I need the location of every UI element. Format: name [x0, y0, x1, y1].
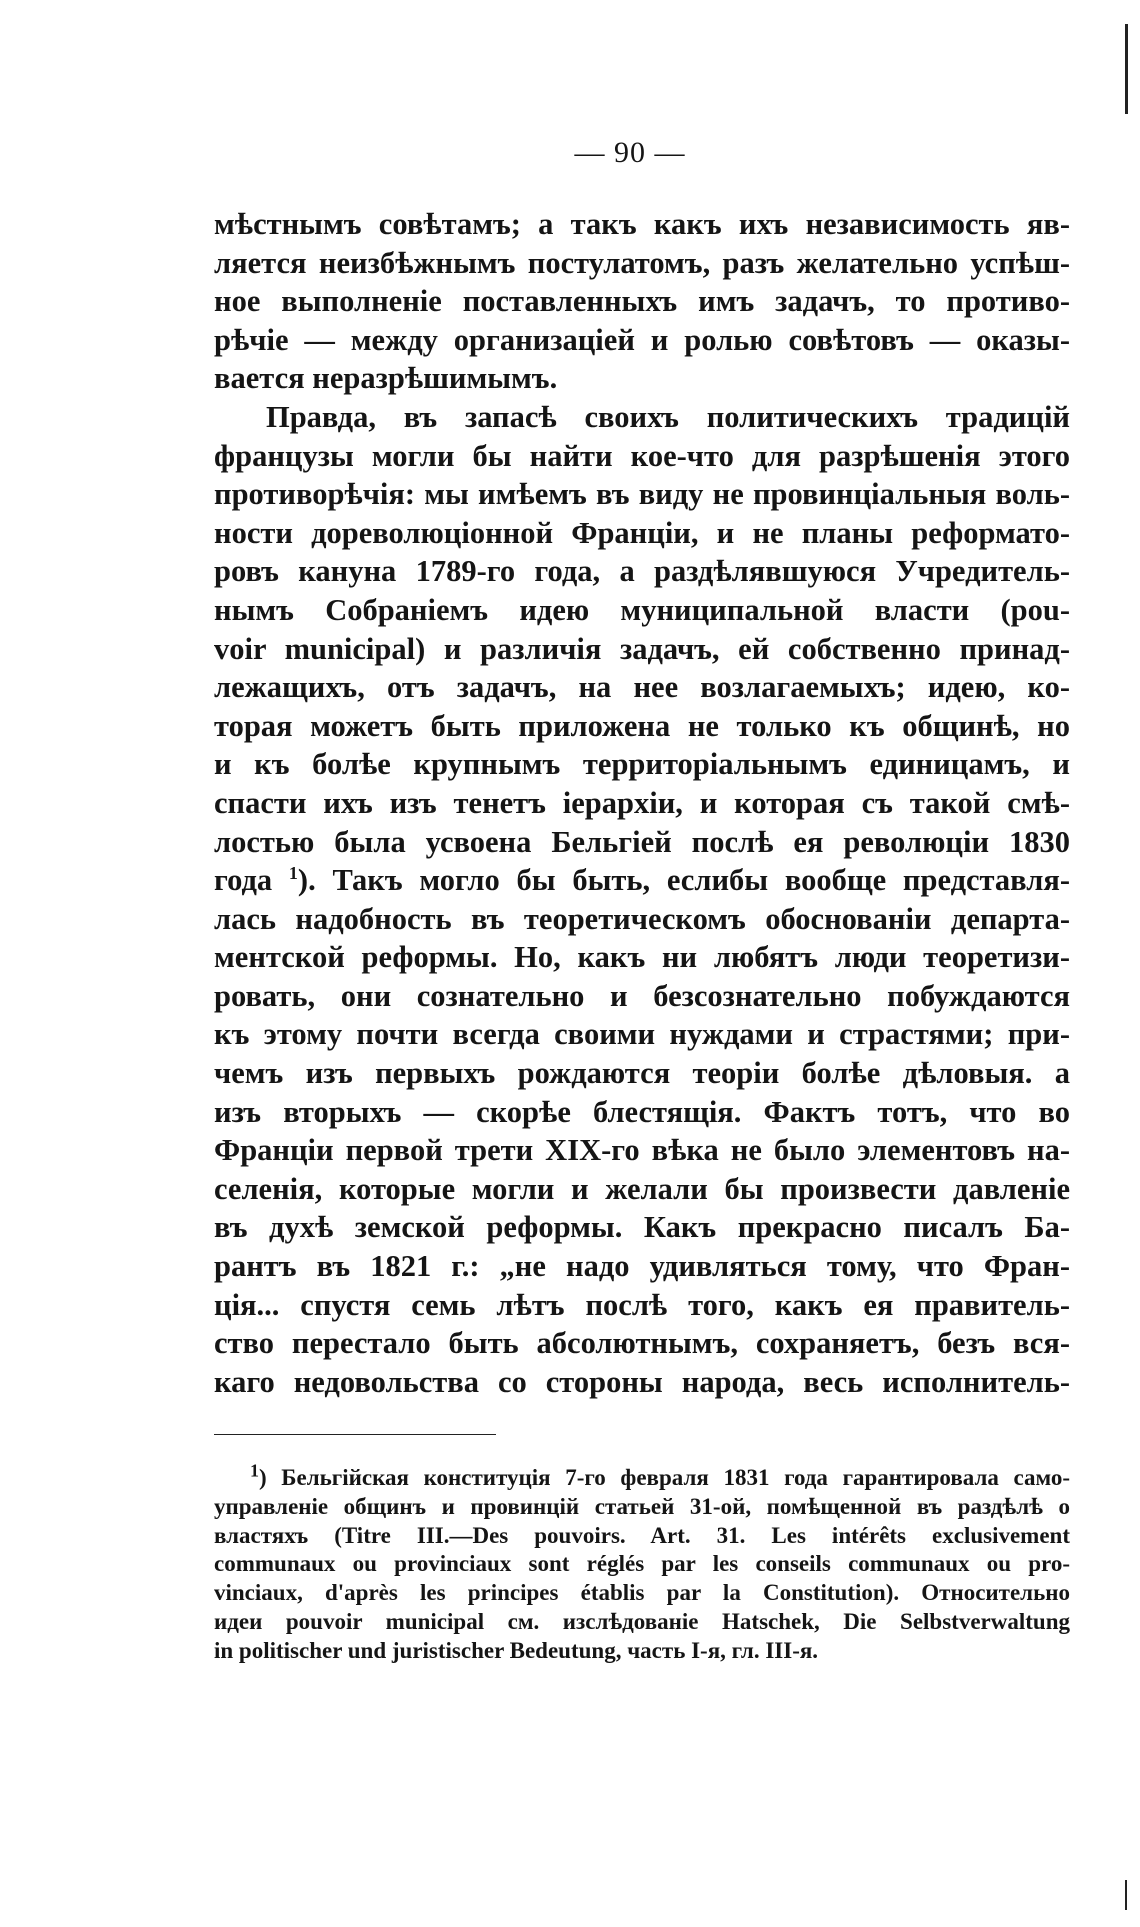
text-line: къ этому почти всегда своими нуждами и страстями; при- — [214, 1017, 1070, 1052]
text-line: и къ болѣе крупнымъ территоріальнымъ единицамъ, и — [214, 747, 1070, 782]
text-line: voir municipal) и различія задачъ, ей собственно принад- — [214, 631, 1070, 666]
footnote — [214, 1460, 1070, 1666]
text-line: ментской реформы. Но, какъ ни любятъ люди теоретизи- — [214, 940, 1070, 975]
text-line: торая можетъ быть приложена не только къ общинѣ, но — [214, 708, 1070, 743]
paragraph-2 — [214, 398, 1070, 1401]
text-line: ровать, они сознательно и безсознательно побуждаются — [214, 978, 1070, 1013]
footnote-line — [214, 1460, 1070, 1493]
text-line: чемъ изъ первыхъ рождаются теоріи болѣе дѣловыя. а — [214, 1056, 1070, 1091]
footnote-line: идеи pouvoir municipal см. изслѣдованіе Hatschek, Die Selbstverwaltung — [214, 1608, 1070, 1634]
footnote-text: ) Бельгійская конституція 7-го февраля 1831 года гарантировала само- — [259, 1465, 1070, 1490]
text-line: каго недовольства со стороны народа, весь исполнитель- — [214, 1364, 1070, 1399]
text-line: ровъ кануна 1789-го года, а раздѣлявшуюся Учредитель- — [214, 554, 1070, 589]
page-edge-mark — [1125, 24, 1128, 114]
text-line: нымъ Собраніемъ идею муниципальной власти (pou- — [214, 592, 1070, 627]
text-line: ство перестало быть абсолютнымъ, сохраняетъ, безъ вся- — [214, 1326, 1070, 1361]
text-line: ція... спустя семь лѣтъ послѣ того, какъ ея правитель- — [214, 1287, 1070, 1322]
text-line: вается неразрѣшимымъ. — [214, 361, 558, 396]
footnote-line: управленіе общинъ и провинцій статьей 31-ой, помѣщенной въ раздѣлѣ о — [214, 1493, 1070, 1519]
text-line-with-footnote-ref — [214, 861, 1070, 900]
footnote-divider — [214, 1434, 496, 1435]
footnote-line: властяхъ (Titre III.—Des pouvoirs. Art. 31. Les intérêts exclusivement — [214, 1522, 1070, 1548]
text-line: спасти ихъ изъ тенетъ іерархіи, и которая съ такой смѣ- — [214, 785, 1070, 820]
text-line: лостью была усвоена Бельгіей послѣ ея революціи 1830 — [214, 824, 1070, 859]
main-text — [214, 205, 1070, 1401]
text-line: мѣстнымъ совѣтамъ; а такъ какъ ихъ независимость яв- — [214, 207, 1070, 241]
footnote-reference[interactable]: 1 — [288, 862, 298, 883]
text-line: селенія, которые могли и желали бы произвести давленіе — [214, 1171, 1070, 1206]
text-line: лежащихъ, отъ задачъ, на нее возлагаемыхъ; идею, ко- — [214, 670, 1070, 705]
text-line: рантъ въ 1821 г.: „не надо удивляться тому, что Фран- — [214, 1249, 1070, 1284]
text-fragment: ). Такъ могло бы быть, еслибы вообще представля- — [297, 863, 1071, 898]
footnote-line: vinciaux, d'après les principes établis par la Constitution). Относительно — [214, 1580, 1070, 1606]
text-line: ное выполненіе поставленныхъ имъ задачъ, то противо- — [214, 284, 1070, 319]
page-number: — 90 — — [574, 136, 686, 169]
text-line: ляется неизбѣжнымъ постулатомъ, разъ желательно успѣш- — [214, 245, 1070, 280]
text-line: Правда, въ запасѣ своихъ политическихъ традицій — [266, 399, 1070, 434]
text-line: изъ вторыхъ — скорѣе блестящія. Фактъ тотъ, что во — [214, 1094, 1070, 1129]
text-line: въ духѣ земской реформы. Какъ прекрасно писалъ Ба- — [214, 1210, 1070, 1245]
text-line: рѣчіе — между организаціей и ролью совѣтовъ — оказы- — [214, 322, 1070, 357]
text-line: лась надобность въ теоретическомъ обоснованіи департа- — [214, 901, 1070, 936]
footnote-marker: 1 — [250, 1460, 259, 1481]
page-edge-mark-lower — [1125, 1880, 1127, 1910]
text-fragment: года — [214, 863, 289, 898]
text-line: Франціи первой трети XIX-го вѣка не было элементовъ на- — [214, 1133, 1070, 1168]
paragraph-1 — [214, 205, 1070, 398]
text-line: ности дореволюціонной Франціи, и не планы реформато- — [214, 515, 1070, 550]
footnote-line: communaux ou provinciaux sont réglés par les conseils communaux ou pro- — [214, 1551, 1070, 1577]
text-line: противорѣчія: мы имѣемъ въ виду не провинціальныя воль- — [214, 477, 1070, 512]
text-line: французы могли бы найти кое-что для разрѣшенія этого — [214, 438, 1070, 473]
footnote-line: in politischer und juristischer Bedeutung, часть I-я, гл. III-я. — [214, 1637, 819, 1663]
